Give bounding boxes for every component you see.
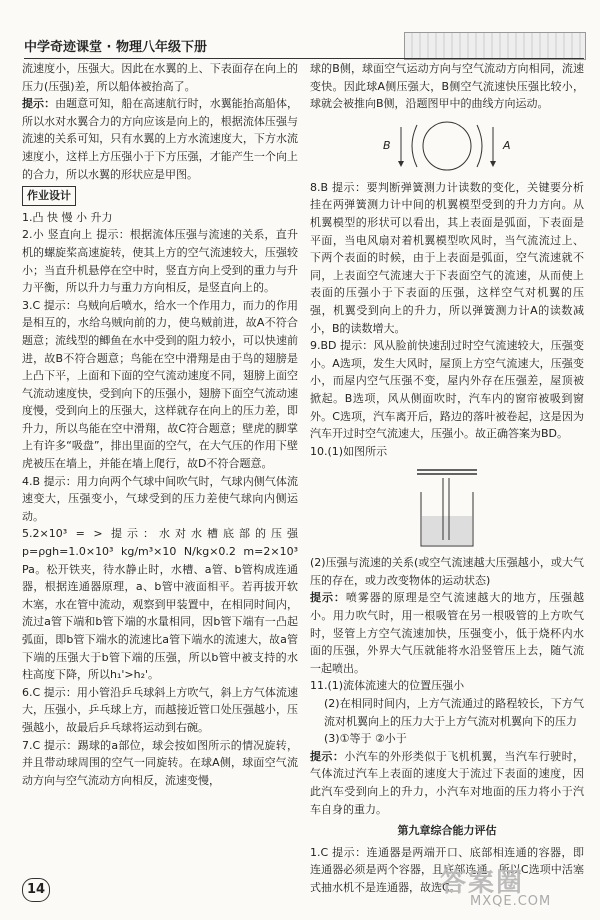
answer-8: 8.B 提示：要判断弹簧测力计读数的变化，关键要分析挂在两弹簧测力计中间的机翼模型受到的升力方向。从机翼模型的形状可以看出，其上表面是弧面，下表面是平面，当电风扇对着机翼模型吹风时，当气流流过上、下两个表面的时候，由于上表面是弧面，空气流速就不同，上表面空气流速大于下表面空气的流速，从而使上表面的压强小于下表面的压强，这样空气对机翼的压强，机翼受到向上的升力，所以弹簧测力计A的读数减小，B的读数增大。	[310, 180, 584, 335]
ball-diagram	[377, 117, 517, 175]
answer-7: 7.C 提示：踢球的a部位，球会按如图所示的情况旋转，并且带动球周围的空气一同旋转。在球A侧，球面空气流动方向与空气流动方向相反，流速变慢，	[22, 738, 298, 787]
hint-text: 喷雾器的原理是空气流速越大的地方，压强越小。用力吹气时，用一根吸管在另一根吸管的上方吹气时，竖管上方空气流速加快，压强变小，低于烧杯内水面的压强，外界大气压就能将水沿竖管压上去，随气流一起喷出。	[310, 591, 585, 675]
beaker-diagram	[407, 464, 487, 550]
hint-text: 小汽车的外形类似于飞机机翼，当汽车行驶时，气体流过汽车上表面的速度大于流过下表面的速度，因此汽车受到向上的升力，小汽车对地面的压力将小于汽车自身的重力。	[310, 749, 585, 816]
page-number: 14	[22, 878, 50, 902]
watermark: 答案圈	[440, 868, 525, 898]
answer-4: 4.B 提示：用力向两个气球中间吹气时，气球内侧气体流速变大，压强变小，气球受到的压力差使气球向内侧运动。	[22, 474, 298, 523]
header-decoration	[404, 32, 586, 60]
answer-11-2: (2)在相同时间内，上方气流通过的路程较长，下方气流对机翼向上的压力大于上方气流对机翼向下的压力	[324, 697, 584, 728]
answer-11-1: 11.(1)流体流速大的位置压强小	[310, 679, 465, 693]
answer-11-4	[310, 748, 584, 818]
chapter-title: 第九章综合能力评估	[397, 824, 497, 838]
answer-6: 6.C 提示：用小管沿乒乓球斜上方吹气，斜上方气体流速大，压强小，乒乓球上方，而越接近管口处压强越小，压强越小，故最后乒乓球将运动到右碗。	[22, 685, 298, 734]
header-title: 中学奇迹课堂 · 物理八年级下册	[24, 40, 207, 55]
page-header	[24, 32, 584, 60]
right-para-1: 球的B侧，球面空气运动方向与空气流动方向相同，流速变快。因此球A侧压强大，B侧空气流速快压强比较小，球就会被推向B侧，沿题图甲中的曲线方向运动。	[310, 62, 584, 111]
left-column	[22, 60, 298, 789]
answer-3: 3.C 提示：乌贼向后喷水，给水一个作用力，而力的作用是相互的，水给乌贼向前的力，使乌贼前进，故A不符合题意；流线型的鲫鱼在水中受到的阻力较小，可以快速前进，故B不符合题意；鸟能在空中滑翔是由于鸟的翅膀是上凸下平，上面和下面的空气流动速度不同，翅膀上面空气流动速度快，受到向下的压强小，翅膀下面空气流动速度慢，受到向上的压强大，这样就存在向上的压力差，即升力，所以鸟能在空中滑翔，故C符合题意；壁虎的脚掌上有许多“吸盘”，排出里面的空气，在大气压的作用下壁虎被压在墙上，并能在墙上爬行，故D不符合题意。	[22, 298, 298, 471]
beaker-figure	[407, 464, 487, 550]
answer-11-3: (3)①等于 ②小于	[324, 732, 407, 746]
answer-1: 1.凸 快 慢 小 升力	[22, 210, 113, 224]
ball-figure	[377, 117, 517, 175]
answer-2: 2.小 竖直向上 提示：根据流体压强与流速的关系，直升机的螺旋桨高速旋转，使其上方的空气流速较大，压强较小；当直升机悬停在空中时，竖直方向上受到的重力与升力平衡，所以升力与重力方向相反，是竖直向上的。	[22, 228, 298, 295]
right-column	[310, 60, 584, 897]
answer-10-3	[310, 589, 584, 677]
left-para-1: 流速度小，压强大。因此在水翼的上、下表面存在向上的压力(压强)差，所以船体被抬高了。	[22, 62, 298, 93]
hint-label: 提示：	[310, 591, 346, 605]
answer-10-1: 10.(1)如图所示	[310, 444, 388, 458]
header-rule	[24, 58, 584, 59]
answer-9: 9.BD 提示：风从脸前快速刮过时空气流速较大，压强变小。A选项，发生大风时，屋顶上方空气流速大，压强变小，而屋内空气压强不变，屋内外存在压强差，屋顶被掀起。B选项，风从侧面吹时，汽车内的窗帘被吸到窗外。C选项，汽车离开后，路边的落叶被卷起，这是因为汽车开过时空气流速大，压强小。故正确答案为BD。	[310, 339, 584, 441]
fig-label-a: A	[503, 138, 511, 152]
answer-5: 5.2×10³ = > 提示：水对水槽底部的压强 p=ρgh=1.0×10³ kg/m³×10 N/kg×0.2 m=2×10³ Pa。松开铁夹，待水静止时，水槽、a管、b管构成连通器，根据连通器原理，a、b管中液面相平。若再拔开软木塞，水在管中流动，观察到甲装置中，在相同时间内，流过a管下端和b管下端的水量相同，因b管下端有一凸起弧面，即b管下端水的流速比a管下端水的流速大，故a管下端的压强大于b管下端的压强，所以b管中被支持的水柱高度下降，所以h₁'>h₂'。	[22, 527, 298, 682]
hint-label: 提示：	[22, 97, 56, 111]
section-title: 作业设计	[22, 186, 76, 206]
watermark-url: MXQE.COM	[470, 894, 552, 909]
hint-text: 由题意可知，船在高速航行时，水翼能抬高船体，所以水对水翼合力的方向应该是向上的，根据流体压强与流速的关系可知，只有水翼的上方水流速度大，下方水流速度小，这样上方压强小于下方压强，才能产生一个向上的合力，所以水翼的形状应是甲图。	[22, 97, 298, 181]
chapter-answer-1: 1.C 提示：连通器是两端开口、底部相连通的容器，即连通器必须是两个容器，且底部连通，所以C选项中活塞式抽水机不是连通器，故选C。	[310, 845, 584, 894]
left-para-2	[22, 95, 298, 183]
answer-10-2: (2)压强与流速的关系(或空气流速越大压强越小，或大气压的存在，或力改变物体的运动状态)	[310, 556, 584, 587]
hint-label: 提示：	[310, 749, 345, 763]
fig-label-b: B	[383, 138, 391, 152]
